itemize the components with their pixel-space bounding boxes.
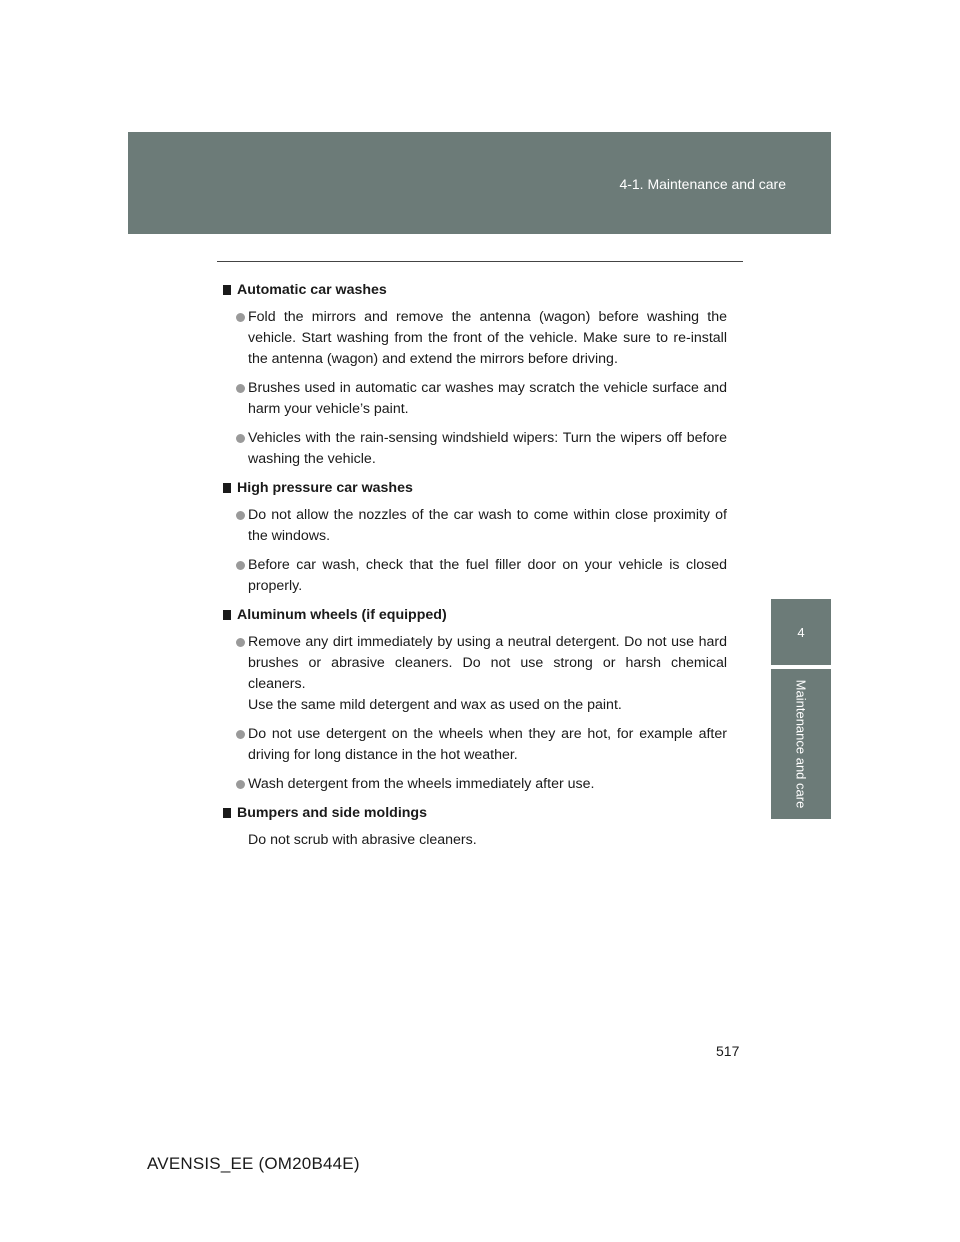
list-item-text: Fold the mirrors and remove the antenna (wagon) before washing the vehicle. Start washing from the front of the vehicle. Make sure to re-install the antenna (wagon) and extend the mirrors before driving. xyxy=(248,309,727,367)
list-item xyxy=(221,428,727,470)
list-item-text: Before car wash, check that the fuel filler door on your vehicle is closed properly. xyxy=(248,557,727,594)
section-heading xyxy=(221,280,727,301)
list-item xyxy=(221,724,727,766)
header-band xyxy=(128,132,831,234)
list-item xyxy=(221,555,727,597)
round-bullet-icon xyxy=(236,313,245,322)
round-bullet-icon xyxy=(236,730,245,739)
list-item-text: Brushes used in automatic car washes may scratch the vehicle surface and harm your vehicle’s paint. xyxy=(248,380,727,417)
square-bullet-icon xyxy=(223,808,231,818)
list-item-text: Do not allow the nozzles of the car wash to come within close proximity of the windows. xyxy=(248,507,727,544)
list-item-text: Vehicles with the rain-sensing windshield wipers: Turn the wipers off before washing the vehicle. xyxy=(248,430,727,467)
list-item-text: Remove any dirt immediately by using a neutral detergent. Do not use hard brushes or abrasive cleaners. Do not use strong or harsh chemical cleaners. Use the same mild detergent and wax as used on the paint. xyxy=(248,634,727,713)
section-heading-text: Automatic car washes xyxy=(237,282,387,298)
section-title: 4-1. Maintenance and care xyxy=(619,176,786,192)
list-item xyxy=(221,774,727,795)
section-heading-text: High pressure car washes xyxy=(237,480,413,496)
page-number: 517 xyxy=(716,1043,740,1059)
section-heading xyxy=(221,605,727,626)
list-item xyxy=(221,505,727,547)
chapter-tab-label: Maintenance and care xyxy=(793,679,809,809)
list-item-text: Do not use detergent on the wheels when they are hot, for example after driving for long distance in the hot weather. xyxy=(248,726,727,763)
square-bullet-icon xyxy=(223,285,231,295)
square-bullet-icon xyxy=(223,483,231,493)
round-bullet-icon xyxy=(236,511,245,520)
chapter-tab-number: 4 xyxy=(771,599,831,665)
round-bullet-icon xyxy=(236,561,245,570)
section-heading xyxy=(221,803,727,824)
square-bullet-icon xyxy=(223,610,231,620)
round-bullet-icon xyxy=(236,780,245,789)
list-item-text: Wash detergent from the wheels immediately after use. xyxy=(248,776,595,792)
round-bullet-icon xyxy=(236,638,245,647)
section-heading xyxy=(221,478,727,499)
list-item xyxy=(221,632,727,716)
section-heading-text: Aluminum wheels (if equipped) xyxy=(237,607,447,623)
chapter-tab-title xyxy=(771,669,831,819)
round-bullet-icon xyxy=(236,434,245,443)
top-divider xyxy=(217,261,743,262)
round-bullet-icon xyxy=(236,384,245,393)
document-code: AVENSIS_EE (OM20B44E) xyxy=(147,1154,360,1173)
page-content xyxy=(221,280,727,859)
list-item xyxy=(221,378,727,420)
section-heading-text: Bumpers and side moldings xyxy=(237,805,427,821)
list-item xyxy=(221,307,727,370)
section-paragraph: Do not scrub with abrasive cleaners. xyxy=(248,832,477,848)
